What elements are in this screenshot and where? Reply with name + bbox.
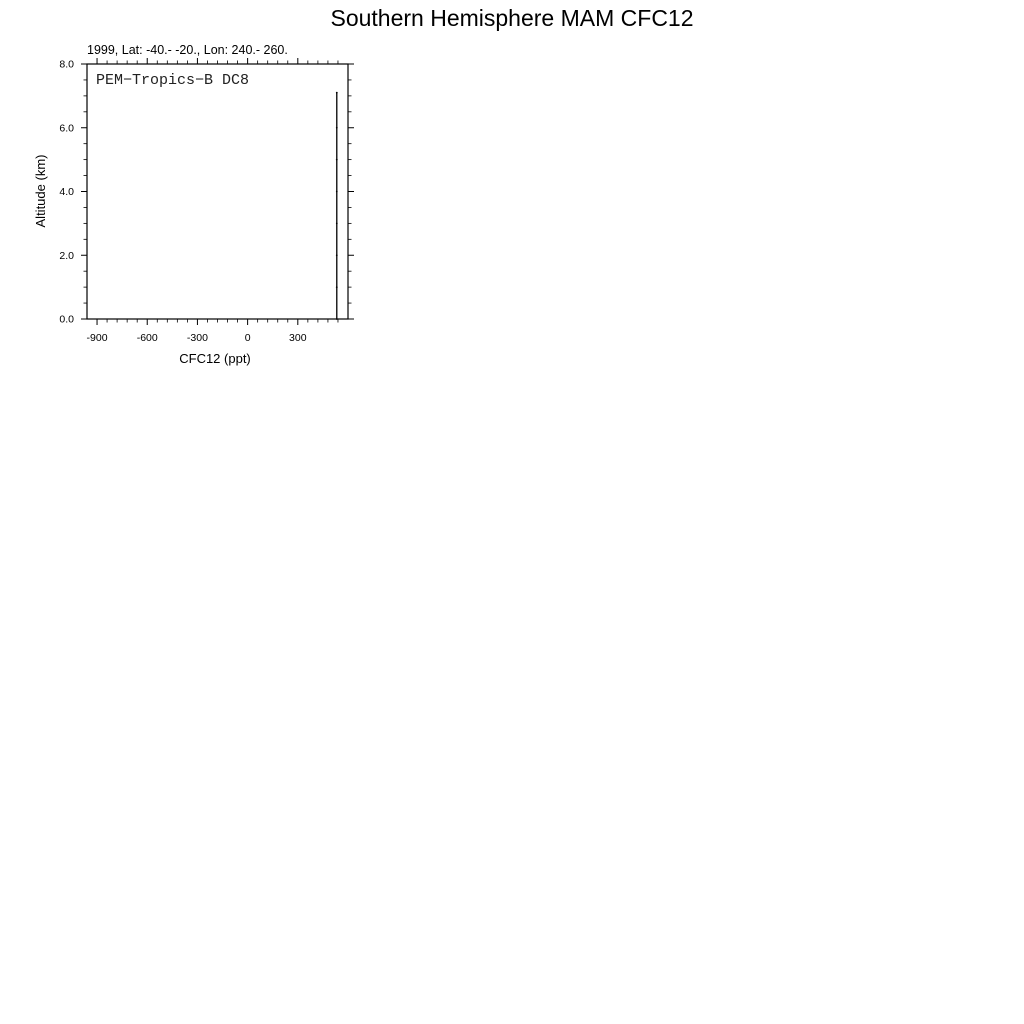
- y-tick-label: 8.0: [59, 58, 74, 71]
- y-axis-ticks: [59, 59, 354, 326]
- series-point: [336, 254, 338, 256]
- x-tick-label: -600: [136, 332, 158, 344]
- x-tick-label: -900: [86, 332, 108, 344]
- x-axis-label: CFC12 (ppt): [179, 351, 251, 366]
- y-tick-label: 0.0: [59, 313, 74, 326]
- series-layer: [336, 92, 338, 320]
- series-point: [336, 318, 338, 320]
- series-point: [336, 222, 338, 224]
- x-tick-label: 300: [289, 332, 307, 344]
- y-tick-label: 2.0: [59, 249, 74, 262]
- plot-frame: [87, 64, 348, 319]
- x-axis-ticks: [87, 58, 307, 344]
- y-tick-label: 4.0: [59, 186, 74, 198]
- y-tick-label: 6.0: [59, 122, 74, 135]
- series-point: [336, 159, 338, 161]
- y-axis-label: Altitude (km): [33, 154, 48, 228]
- page-title: Southern Hemisphere MAM CFC12: [330, 5, 694, 31]
- series-point: [336, 92, 338, 94]
- series-point: [336, 127, 338, 129]
- series-point: [336, 191, 338, 193]
- chart-subtitle: 1999, Lat: -40.- -20., Lon: 240.- 260.: [87, 43, 288, 57]
- x-tick-label: 0: [244, 332, 251, 344]
- series-point: [336, 286, 338, 288]
- x-tick-label: -300: [186, 332, 208, 344]
- chart-annotation: PEM−Tropics−B DC8: [96, 72, 250, 89]
- minor-ticks: [84, 61, 352, 323]
